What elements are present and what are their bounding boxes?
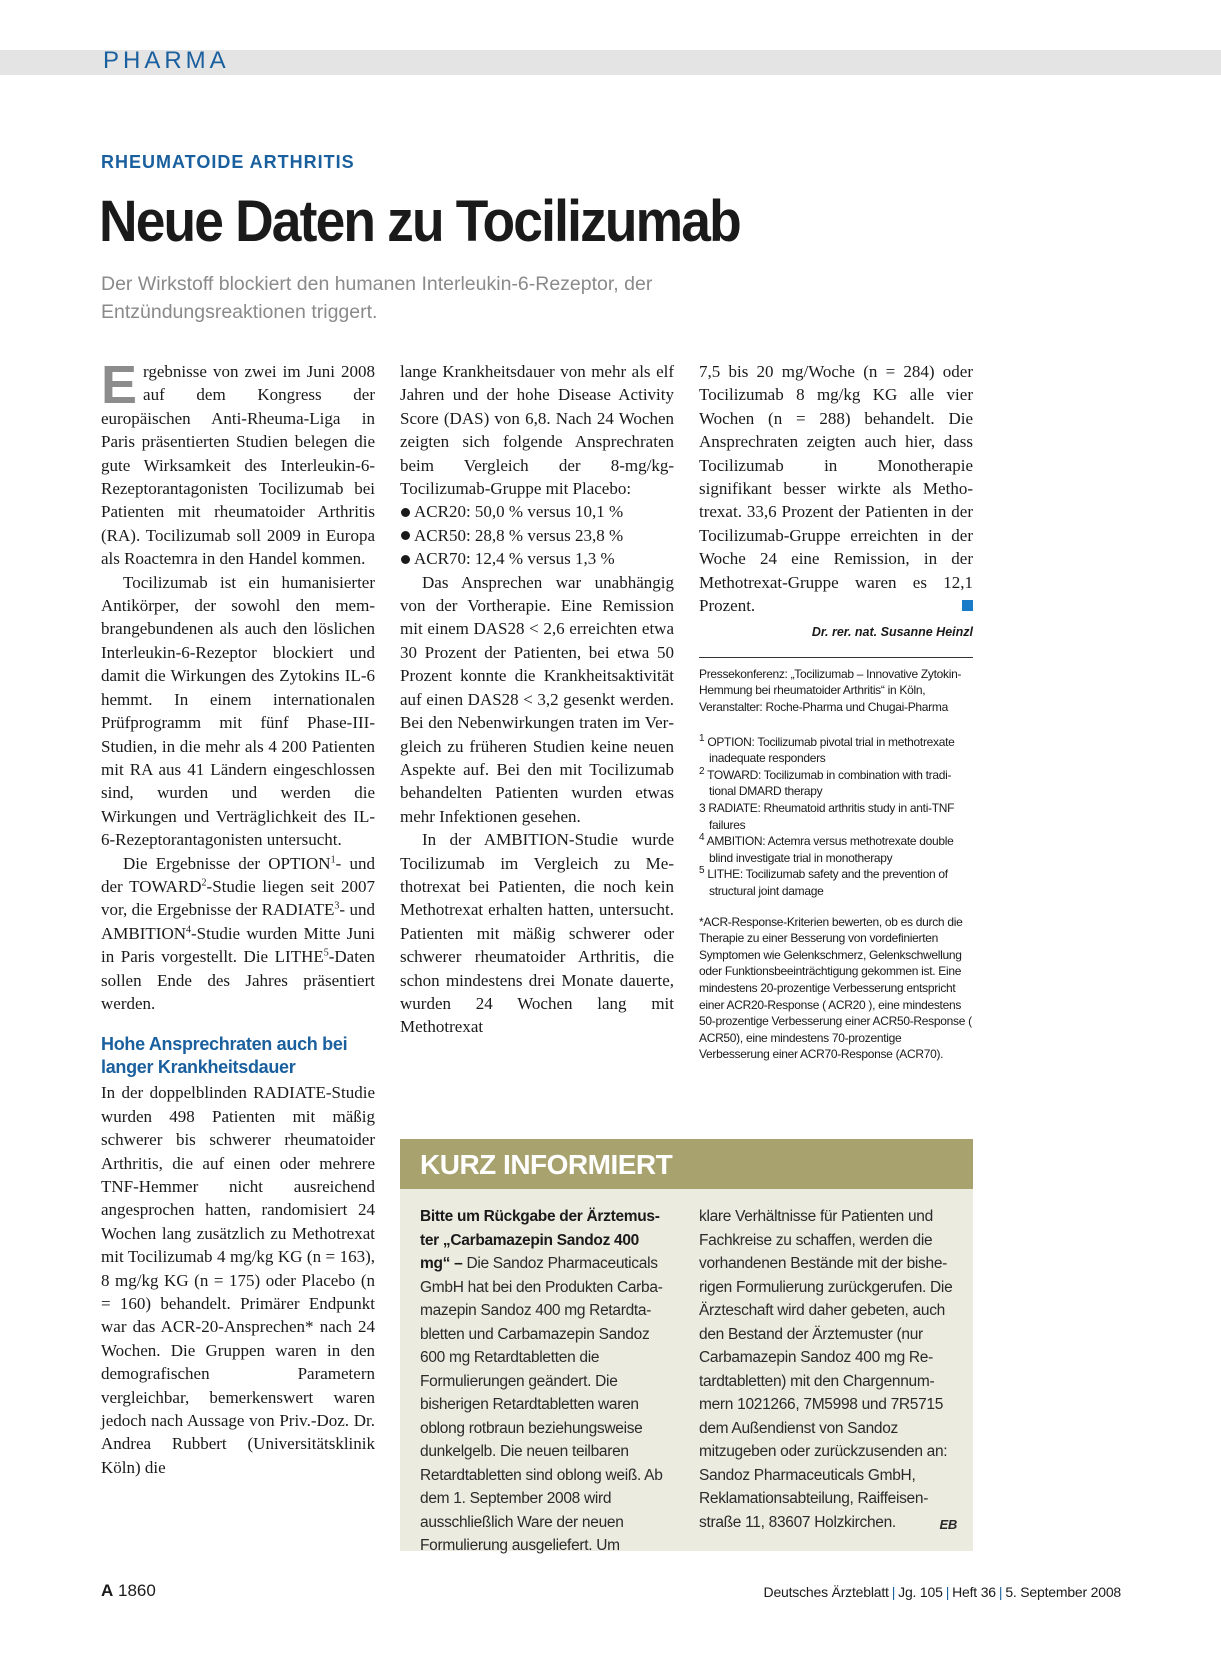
paragraph: lange Krankheitsdauer von mehr als elf Jahren und der hohe Disease Activity Score (DAS) von 6,8. Nach 24 Wochen zeigten sich folgende Ansprechraten beim Vergleich der 8-mg/kg-Tocilizumab-Gruppe mit Placebo: xyxy=(400,362,674,499)
bullet-text: ACR20: 50,0 % versus 10,1 % xyxy=(414,502,624,522)
divider xyxy=(699,657,973,658)
bullet-item xyxy=(400,524,674,547)
article-subtitle: Der Wirkstoff blockiert den humanen Interleukin-6-Rezeptor, der Entzündungsreaktionen triggert. xyxy=(101,273,653,323)
footnote xyxy=(699,767,973,800)
text-span: - und der TOWARD xyxy=(101,853,375,896)
kurz-body: Die Sandoz Pharmaceuticals GmbH hat bei den Produkten Carbamazepin Sandoz 400 mg Retardtabletten und Carbamazepin Sandoz 600 mg Retardtabletten die Formulierungen geändert. Die bisherigen Retardtabletten waren oblong rotbraun beziehungsweise dunkelgelb. Die neuen teilbaren Retardtabletten sind oblong weiß. Ab dem 1. September 2008 wird ausschließlich Ware der neuen Formulierung ausgeliefert. Um xyxy=(420,1255,663,1554)
text-span: - und AMBITION xyxy=(101,900,375,943)
footnote-text: blind investigate trial in monotherapy xyxy=(709,850,893,865)
paragraph: Das Ansprechen war unabhängig von der Vortherapie. Eine Remission mit einem DAS28 < 2,6 erreichten etwa 30 Prozent der Patienten, bei etwa 50 Prozent konnte die Krankheitsaktivität auf einen DAS28 < 3,2 gesenkt werden. Bei den Nebenwirkungen traten im Vergleich zu früheren Studien keine neuen Aspekte auf. Bei den mit Tocilizumab behandelten Patienten wurden etwas mehr Infektionen gesehen. xyxy=(400,572,674,826)
page-number xyxy=(101,1581,156,1601)
column-1 xyxy=(101,355,375,1479)
footnote-text: AMBITION: Actemra versus methotrexate double xyxy=(706,834,954,849)
bullet-text: ACR70: 12,4 % versus 1,3 % xyxy=(414,549,615,569)
footnote-text: failures xyxy=(709,817,746,832)
column-3 xyxy=(699,360,973,1063)
section-subheading: Hohe Ansprechraten auch bei langer Krankheitsdauer xyxy=(101,1034,348,1078)
page-prefix: A xyxy=(101,1581,114,1600)
journal-info xyxy=(764,1584,1121,1600)
footnote-ref: 1 xyxy=(330,853,336,865)
footnotes xyxy=(699,734,973,900)
divider: | xyxy=(945,1584,950,1600)
footnote-number: 3 xyxy=(699,801,706,816)
paragraph-text: rgebnisse von zwei im Juni 2008 auf dem Kongress der europäischen Anti-Rheuma-Liga in Paris präsentierten Studien belegen die gute Wirksamkeit des Interleukin-6-Rezeptorantagonisten Tocilizumab bei Patienten mit rheumatoider Arthritis (RA). Tocilizumab soll 2009 in Europa als Roactemra in den Handel kommen. xyxy=(101,362,375,569)
journal-date: 5. September 2008 xyxy=(1005,1584,1121,1600)
footnote xyxy=(699,734,973,767)
footnote-text: inadequate responders xyxy=(709,751,826,766)
kurz-informiert-heading: KURZ INFORMIERT xyxy=(400,1139,973,1189)
text-span: Die Ergebnisse der OPTION xyxy=(123,853,331,873)
bullet-item xyxy=(400,547,674,570)
divider: | xyxy=(891,1584,896,1600)
footnote-ref: 5 xyxy=(323,947,329,959)
journal-volume: Jg. 105 xyxy=(898,1584,943,1600)
footnote-number: 4 xyxy=(699,832,705,844)
bullet-icon xyxy=(401,531,410,540)
journal-issue: Heft 36 xyxy=(952,1584,996,1600)
footnote xyxy=(699,866,973,899)
footnote-text: LITHE: Tocilizumab safety and the prevention of xyxy=(707,867,948,882)
divider: | xyxy=(998,1584,1003,1600)
end-mark-icon xyxy=(962,600,973,611)
page-number-value: 1860 xyxy=(118,1581,156,1600)
article-title: Neue Daten zu Tocilizumab xyxy=(99,189,740,254)
footnote-ref: 3 xyxy=(334,900,340,912)
footnote-text: RADIATE: Rheumatoid arthritis study in anti-TNF xyxy=(708,801,955,816)
paragraph xyxy=(101,852,375,1016)
author-byline: Dr. rer. nat. Susanne Heinzl xyxy=(811,625,973,640)
kurz-body: klare Verhältnisse für Patienten und Fachkreise zu schaffen, werden die vorhandenen Bestände mit der bisherigen Formulierung zurückgerufen. Die Ärzteschaft wird daher gebeten, auch den Bestand der Ärztemuster (nur Carbamazepin Sandoz 400 mg Retardtabletten) mit den Chargennummern 1021266, 7M5998 und 7R5715 dem Außendienst von Sandoz mitzugeben oder zurückzusenden an: Sandoz Pharmaceuticals GmbH, Reklamationsabteilung, Raiffeisenstraße 11, 83607 Holzkirchen. xyxy=(699,1208,953,1531)
bullet-icon xyxy=(401,508,410,517)
footnote-number: 2 xyxy=(699,765,705,777)
paragraph: Tocilizumab ist ein humanisierter Antikörper, der sowohl den membrangebundenen als auch den löslichen Interleukin-6-Rezeptor blockiert und damit die Wirkungen des Zytokins IL-6 hemmt. In einem internationalen Prüfprogramm mit fünf Phase-III-Studien, in die mehr als 4 200 Patienten mit RA aus 41 Ländern eingeschlossen sind, wurden und werden die Wirkungen und Verträglichkeit des IL-6-Rezeptorantagonisten untersucht. xyxy=(101,572,375,850)
acr-criteria-note: *ACR-Response-Kriterien bewerten, ob es durch die Therapie zu einer Besserung von vordefinierten Symptomen wie Gelenkschmerz, Gelenkschwellung oder Funktionsbeeinträchtigung gekommen ist. Eine mindestens 20-prozentige Verbesserung entspricht einer ACR20-Response ( ACR20 ), eine mindestens 50-prozentige Verbesserung einer ACR50-Response ( ACR50), eine mindestens 70-prozentige Verbesserung einer ACR70-Response (ACR70). xyxy=(699,914,972,1062)
paragraph xyxy=(101,355,375,571)
journal-name: Deutsches Ärzteblatt xyxy=(763,1584,889,1600)
bullet-item xyxy=(400,500,674,523)
text-span: -Daten sollen Ende des Jahres präsentiert werden. xyxy=(101,947,375,1013)
footnote-text: structural joint damage xyxy=(709,884,824,898)
footnote-text: OPTION: Tocilizumab pivotal trial in methotrexate xyxy=(707,734,955,749)
kurz-column-1 xyxy=(420,1205,664,1558)
paragraph-text: 7,5 bis 20 mg/Woche (n = 284) oder Tocilizumab 8 mg/kg KG alle vier Wochen (n = 288) behandelt. Die Ansprechraten zeigten auch hier, dass Tocilizumab in Monotherapie signifikant besser wirkte als Methotrexat. 33,6 Prozent der Patienten in der Tocilizumab-Gruppe erreichten in der Woche 24 eine Remission, in der Methotrexat-Gruppe waren es 12,1 Prozent. xyxy=(699,362,973,616)
footnote xyxy=(699,800,973,833)
bullet-text: ACR50: 28,8 % versus 23,8 % xyxy=(414,525,624,545)
kurz-signature: EB xyxy=(939,1516,957,1532)
kurz-column-2 xyxy=(699,1205,957,1536)
drop-cap: E xyxy=(101,355,138,415)
column-2 xyxy=(400,360,674,1039)
kurz-informiert-box xyxy=(400,1139,973,1554)
bullet-icon xyxy=(401,555,410,564)
footnote-number: 1 xyxy=(699,732,705,744)
text-span: -Studie wurden Mitte Juni in Paris vorgestellt. Die LITHE xyxy=(101,923,375,967)
text-span: -Studie liegen seit 2007 vor, die Ergebnisse der RADIATE xyxy=(101,876,375,920)
footnote-ref: 2 xyxy=(201,877,207,889)
footnote-text: TOWARD: Tocilizumab in combination with tradi- xyxy=(707,767,952,782)
footnote-number: 5 xyxy=(699,865,705,877)
footnote-text: tional DMARD therapy xyxy=(709,784,823,799)
footnote xyxy=(699,833,973,866)
footnote-ref: 4 xyxy=(186,924,191,936)
kurz-lead: Bitte um Rückgabe der Ärztemuster „Carbamazepin Sandoz 400 mg“ – xyxy=(420,1208,660,1272)
paragraph: In der doppelblinden RADIATE-Studie wurden 498 Patienten mit mäßig schwerer bis schwerer rheumatoider Arthritis, die auf einen oder mehrere TNF-Hemmer nicht ausreichend angesprochen hatten, randomisiert 24 Wochen lang zusätzlich zu Methotrexat mit Tocilizumab 4 mg/kg KG (n = 163), 8 mg/kg KG (n = 175) oder Placebo (n = 160) behandelt. Primärer Endpunkt war das ACR-20-Ansprechen* nach 24 Wochen. Die Gruppen waren in den demografischen Parametern vergleichbar, bemerkenswert waren jedoch nach Aussage von Priv.-Doz. Dr. Andrea Rubbert (Universitätsklinik Köln) die xyxy=(101,1083,375,1477)
paragraph xyxy=(699,360,973,617)
paragraph: In der AMBITION-Studie wurde Tocilizumab im Vergleich zu Methotrexat bei Patienten, die noch kein Methotrexat erhalten hatten, untersucht. Patienten mit mäßig schwerer oder schwerer rheumatoider Arthritis, die schon mindestens drei Monate dauerte, wurden 24 Wochen lang mit Methotrexat xyxy=(400,830,674,1037)
press-conference-note: Pressekonferenz: „Tocilizumab – Innovative Zytokin-Hemmung bei rheumatoider Arthritis“ in Köln, Veranstalter: Roche-Pharma und Chugai-Pharma xyxy=(699,666,962,715)
section-label: PHARMA xyxy=(103,47,230,74)
article-kicker: RHEUMATOIDE ARTHRITIS xyxy=(101,152,355,172)
